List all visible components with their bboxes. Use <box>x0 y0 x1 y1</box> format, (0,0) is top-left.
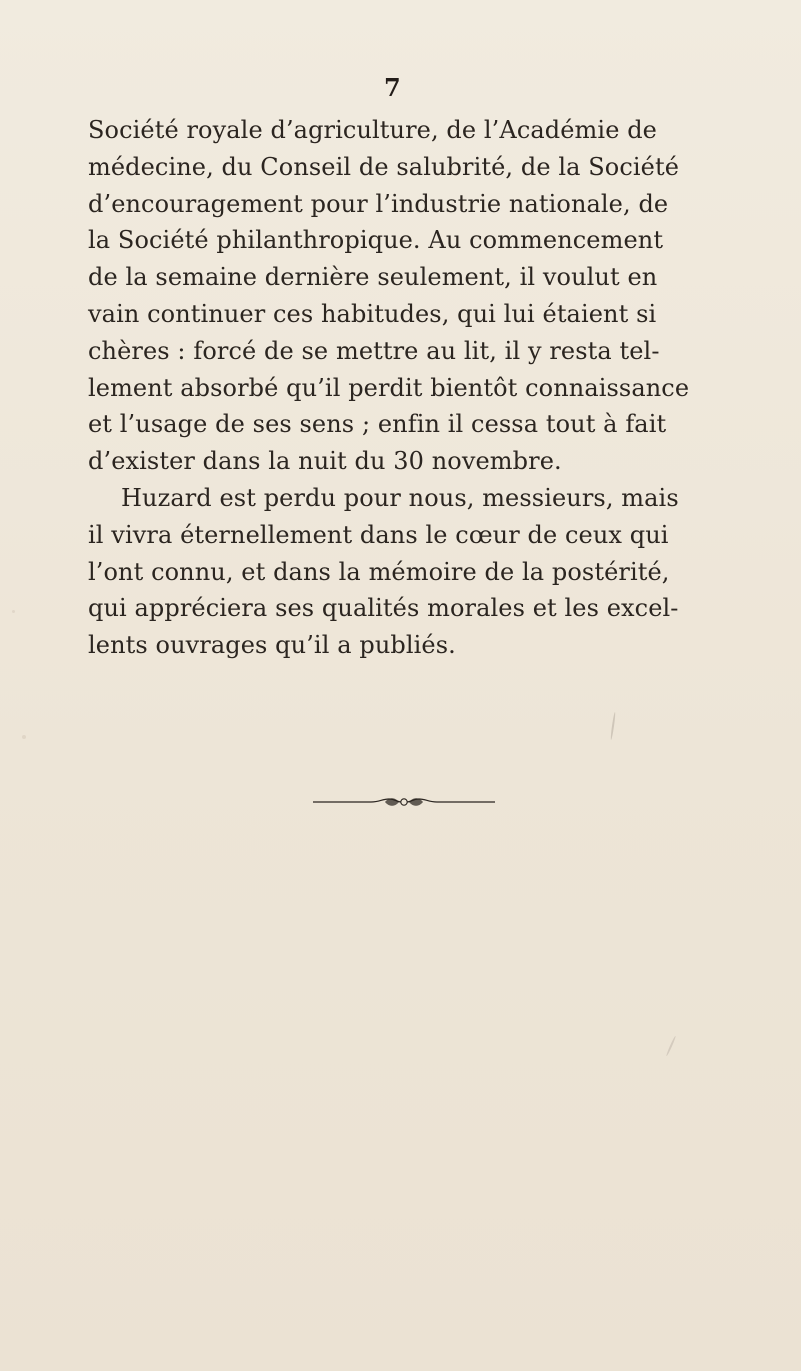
text-line-2: médecine, du Conseil de salubrité, de la Société <box>88 152 680 181</box>
text-line-6: vain continuer ces habitudes, qui lui étaient si <box>88 299 657 328</box>
text-line-3: d’encouragement pour l’industrie nationale, de <box>88 189 669 218</box>
text-line-12: il vivra éternellement dans le cœur de ceux qui <box>88 520 669 549</box>
paper-mark <box>610 712 616 740</box>
paper-mark <box>666 1036 677 1057</box>
text-line-14: qui appréciera ses qualités morales et les excel- <box>88 594 679 623</box>
text-line-5: de la semaine dernière seulement, il voulut en <box>88 263 658 292</box>
paper-mark <box>22 735 26 739</box>
body-text <box>88 112 740 664</box>
text-line-9: et l’usage de ses sens ; enfin il cessa tout à fait <box>88 410 667 439</box>
text-line-7: chères : forcé de se mettre au lit, il y resta tel- <box>88 336 660 365</box>
text-line-1: Société royale d’agriculture, de l’Académie de <box>88 116 657 144</box>
text-line-15: lents ouvrages qu’il a publiés. <box>88 631 456 660</box>
ornament-divider <box>313 795 495 809</box>
text-line-11: Huzard est perdu pour nous, messieurs, mais <box>121 483 679 512</box>
text-line-13: l’ont connu, et dans la mémoire de la postérité, <box>88 557 670 586</box>
text-line-4: la Société philanthropique. Au commencement <box>88 226 664 255</box>
paper-mark <box>12 610 15 613</box>
text-line-8: lement absorbé qu’il perdit bientôt connaissance <box>88 373 690 402</box>
page-number: 7 <box>384 73 401 102</box>
text-line-10: d’exister dans la nuit du 30 novembre. <box>88 447 562 476</box>
